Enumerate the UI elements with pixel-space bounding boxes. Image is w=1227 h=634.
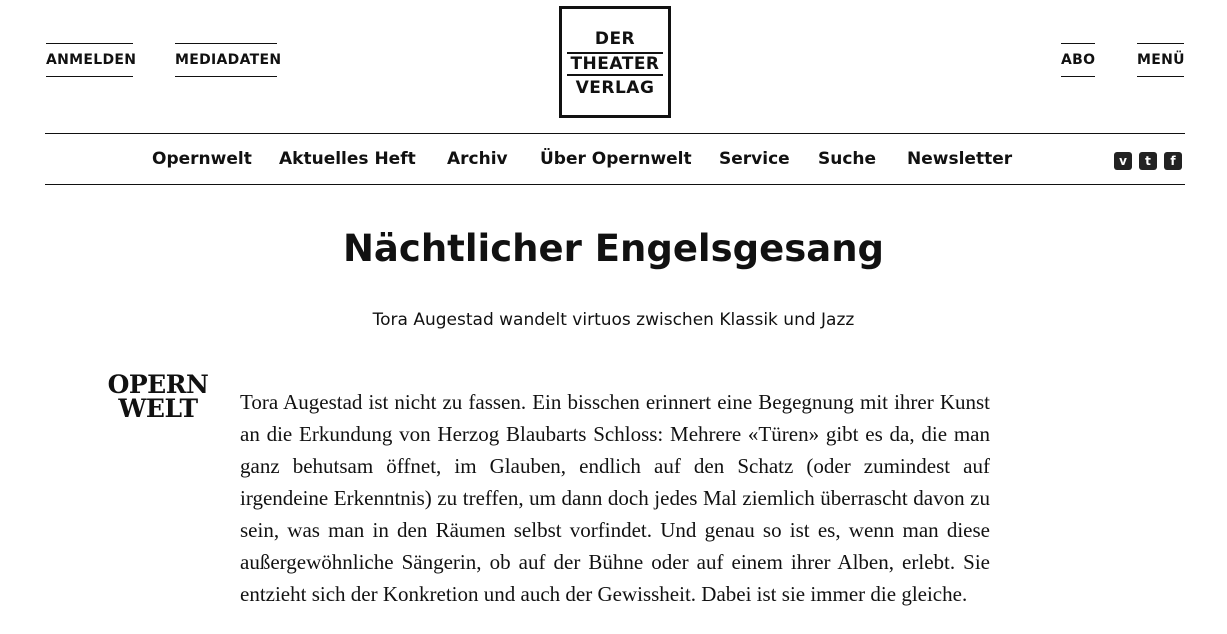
nav-item-opernwelt[interactable]: Opernwelt (152, 149, 252, 169)
twitter-icon[interactable]: t (1139, 152, 1157, 170)
article-title: Nächtlicher Engelsgesang (342, 227, 885, 270)
nav-item-service[interactable]: Service (719, 149, 790, 169)
nav-item-newsletter[interactable]: Newsletter (907, 149, 1013, 169)
nav-item-aktuelles-heft[interactable]: Aktuelles Heft (279, 149, 416, 169)
media-data-link[interactable]: MEDIADATEN (175, 43, 277, 77)
publication-mark-line-1: OPERN (107, 370, 209, 399)
theater-verlag-logo[interactable] (559, 6, 671, 118)
article-body: Tora Augestad ist nicht zu fassen. Ein bisschen erinnert eine Begegnung mit ihrer Kunst an die Erkundung von Herzog Blaubarts Schloss: Mehrere «Türen» gibt es da, die man ganz behutsam öffnet, im Glauben, endlich auf den Schatz (oder zumindest auf irgendeine Erkenntnis) zu treffen, um dann doch jedes Mal ziemlich überrascht davon zu sein, was man in den Räumen selbst vorfindet. Und genau so ist es, wenn man diese außergewöhnliche Sängerin, ob auf der Bühne oder auf einem ihrer Alben, erlebt. Sie entzieht sich der Konkretion und auch der Gewissheit. Dabei ist sie immer die gleiche. (240, 390, 990, 606)
nav-item-archiv[interactable]: Archiv (447, 149, 508, 169)
vimeo-icon[interactable]: v (1114, 152, 1132, 170)
main-navigation (45, 133, 1185, 185)
logo-line-1: DER (594, 29, 636, 49)
article-subtitle: Tora Augestad wandelt virtuos zwischen Klassik und Jazz (372, 310, 855, 330)
nav-item-ueber-opernwelt[interactable]: Über Opernwelt (540, 149, 692, 169)
abo-link[interactable]: ABO (1061, 43, 1095, 77)
publication-mark-line-2: WELT (118, 394, 198, 423)
nav-item-suche[interactable]: Suche (818, 149, 877, 169)
logo-line-2: THEATER (567, 52, 663, 76)
facebook-icon[interactable]: f (1164, 152, 1182, 170)
opernwelt-publication-mark (103, 370, 213, 423)
logo-line-3: VERLAG (575, 78, 655, 98)
login-link[interactable]: ANMELDEN (46, 43, 133, 77)
menu-link[interactable]: MENÜ (1137, 43, 1184, 77)
